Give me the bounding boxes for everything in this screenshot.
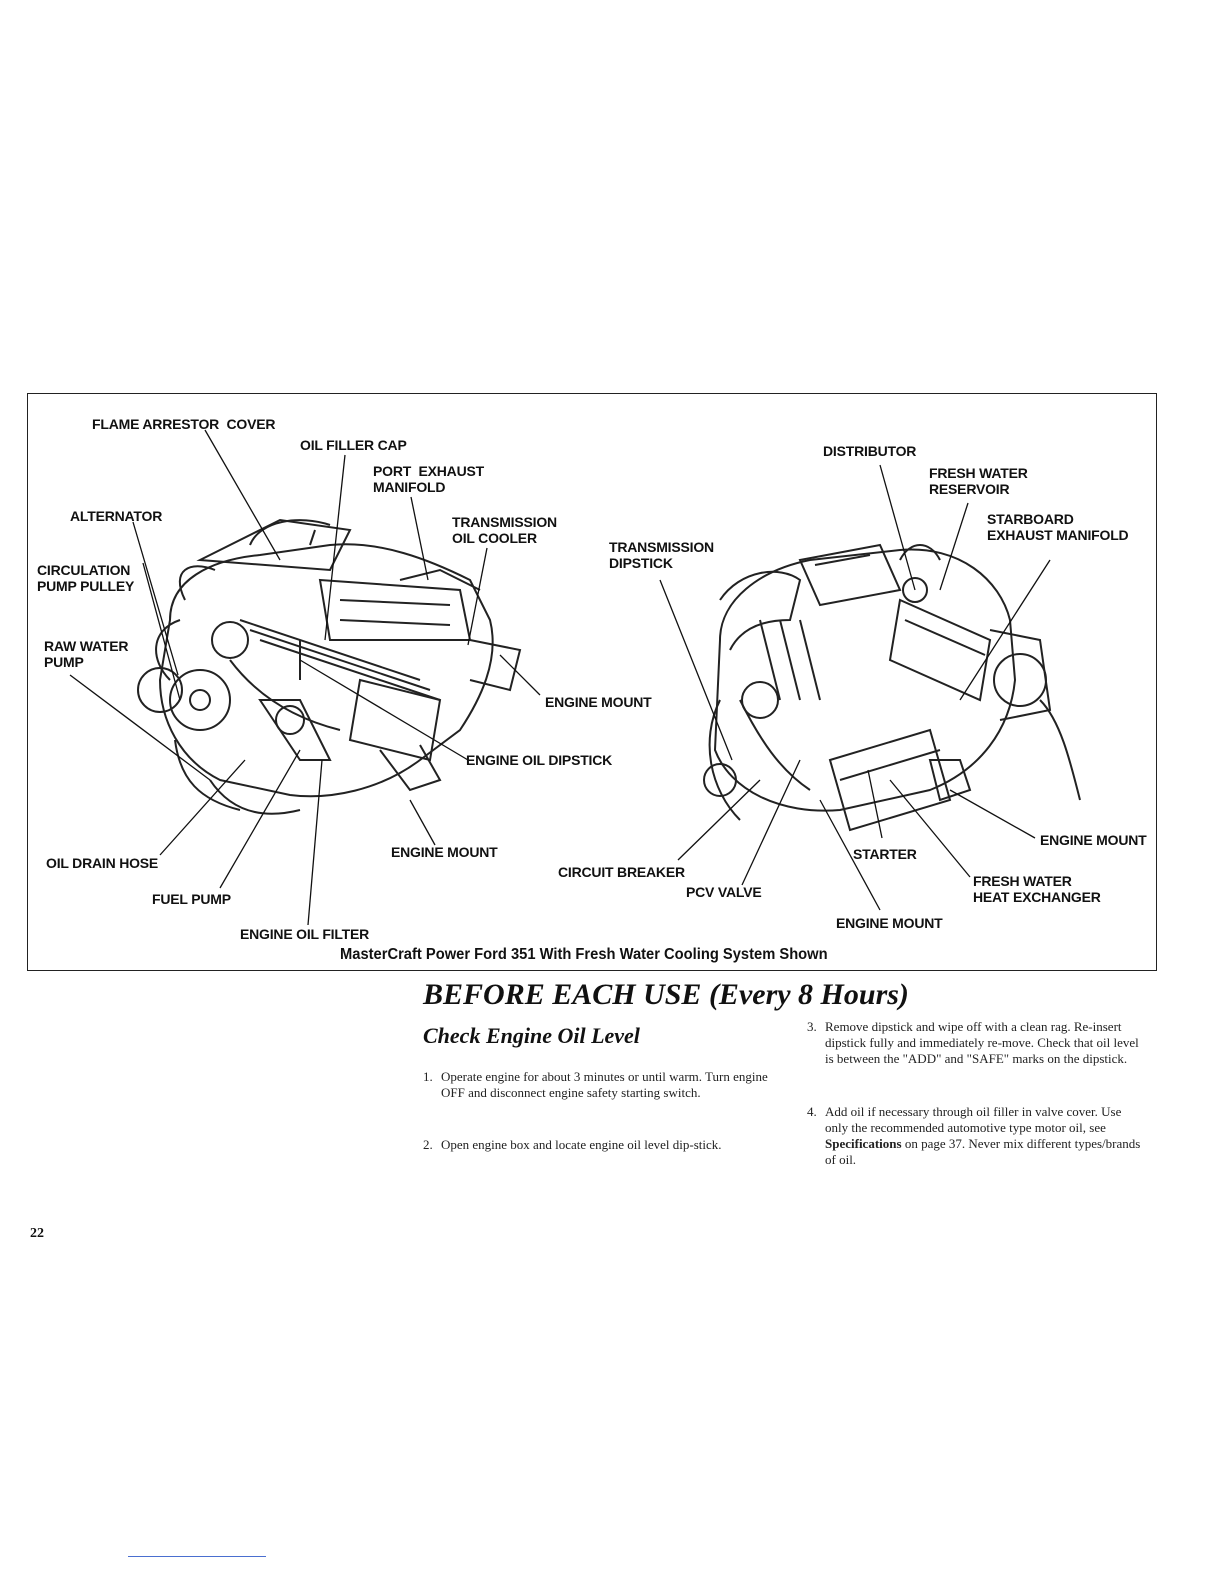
- label-oil-filler-cap: OIL FILLER CAP: [300, 437, 407, 453]
- bottom-rule: [128, 1556, 266, 1557]
- label-engine-oil-dipstick: ENGINE OIL DIPSTICK: [466, 752, 613, 768]
- label-fuel-pump: FUEL PUMP: [152, 891, 231, 907]
- label-fresh-water-heat-exchanger: FRESH WATER HEAT EXCHANGER: [973, 873, 1101, 905]
- figure-caption: MasterCraft Power Ford 351 With Fresh Water Cooling System Shown: [340, 946, 828, 963]
- step-1-number: 1.: [423, 1069, 433, 1084]
- step-1: [423, 1069, 771, 1101]
- step-2-number: 2.: [423, 1137, 433, 1152]
- step-4: [807, 1104, 1145, 1168]
- label-starboard-exhaust-manifold: STARBOARD EXHAUST MANIFOLD: [987, 511, 1129, 543]
- label-pcv-valve: PCV VALVE: [686, 884, 762, 900]
- step-4-text-after: on page 37. Never mix different types/brands of oil.: [825, 1136, 1141, 1167]
- label-circuit-breaker: CIRCUIT BREAKER: [558, 864, 685, 880]
- label-distributor: DISTRIBUTOR: [823, 443, 917, 459]
- step-4-number: 4.: [807, 1104, 817, 1119]
- label-engine-mount-2: ENGINE MOUNT: [391, 844, 498, 860]
- specifications-reference: Specifications: [825, 1136, 902, 1151]
- label-circulation-pump-pulley: CIRCULATION PUMP PULLEY: [37, 562, 135, 594]
- label-engine-oil-filter: ENGINE OIL FILTER: [240, 926, 370, 942]
- step-4-text-before: Add oil if necessary through oil filler in valve cover. Use only the recommended automotive type motor oil, see: [825, 1104, 1122, 1135]
- label-oil-drain-hose: OIL DRAIN HOSE: [46, 855, 159, 871]
- label-port-exhaust-manifold: PORT EXHAUST MANIFOLD: [373, 463, 484, 495]
- section-heading: BEFORE EACH USE (Every 8 Hours): [423, 978, 909, 1011]
- label-flame-arrestor-cover: FLAME ARRESTOR COVER: [92, 416, 276, 432]
- step-3: [807, 1019, 1145, 1067]
- label-raw-water-pump: RAW WATER PUMP: [44, 638, 129, 670]
- step-3-number: 3.: [807, 1019, 817, 1034]
- right-engine-drawing: [704, 545, 1080, 830]
- step-1-text: Operate engine for about 3 minutes or until warm. Turn engine OFF and disconnect engine safety starting switch.: [441, 1069, 768, 1100]
- label-engine-mount-3: ENGINE MOUNT: [1040, 832, 1147, 848]
- label-starter: STARTER: [853, 846, 917, 862]
- step-3-text: Remove dipstick and wipe off with a clean rag. Re-insert dipstick fully and immediately re-move. Check that oil level is between the "ADD" and "SAFE" marks on the dipstick.: [825, 1019, 1139, 1066]
- label-fresh-water-reservoir: FRESH WATER RESERVOIR: [929, 465, 1028, 497]
- section-subheading: Check Engine Oil Level: [423, 1023, 640, 1048]
- step-2: [423, 1137, 771, 1153]
- step-2-text: Open engine box and locate engine oil level dip-stick.: [441, 1137, 722, 1152]
- label-engine-mount-4: ENGINE MOUNT: [836, 915, 943, 931]
- page-number: 22: [30, 1226, 44, 1241]
- label-transmission-dipstick: TRANSMISSION DIPSTICK: [609, 539, 714, 571]
- label-transmission-oil-cooler: TRANSMISSION OIL COOLER: [452, 514, 557, 546]
- label-engine-mount-1: ENGINE MOUNT: [545, 694, 652, 710]
- label-alternator: ALTERNATOR: [70, 508, 163, 524]
- leader-lines: [70, 218, 1050, 925]
